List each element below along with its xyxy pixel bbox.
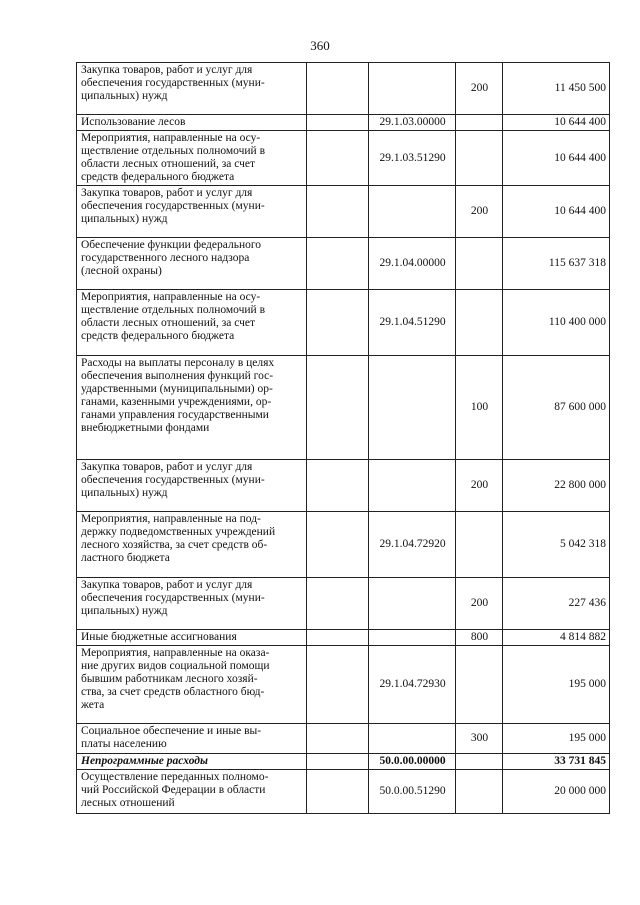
cell-section <box>307 186 369 238</box>
expense-name-line: области лесных отношений, за счет <box>81 317 256 329</box>
cell-expense-name <box>77 646 307 724</box>
cell-expense-name <box>77 724 307 754</box>
cell-expense-type: 300 <box>456 724 503 754</box>
cell-section <box>307 131 369 186</box>
cell-expense-type: 800 <box>456 630 503 646</box>
cell-expense-type: 100 <box>456 356 503 460</box>
cell-expense-name <box>77 630 307 646</box>
cell-target-code <box>369 356 456 460</box>
page-number: 360 <box>310 38 330 53</box>
expense-name-line: бывшим работникам лесного хозяй- <box>81 673 258 685</box>
expense-name-line: обеспечения выполнения функций гос- <box>81 370 274 382</box>
cell-amount: 20 000 000 <box>503 770 610 814</box>
expense-name-line: ципальных) нужд <box>81 487 168 499</box>
cell-amount: 4 814 882 <box>503 630 610 646</box>
table-row <box>77 115 610 131</box>
cell-expense-type <box>456 131 503 186</box>
expense-name-line: лесного хозяйства, за счет средств об- <box>81 539 268 551</box>
cell-expense-name <box>77 356 307 460</box>
cell-section <box>307 512 369 578</box>
cell-amount: 10 644 400 <box>503 186 610 238</box>
cell-target-code: 50.0.00.51290 <box>369 770 456 814</box>
expense-name-line: ципальных) нужд <box>81 90 168 102</box>
cell-expense-type <box>456 512 503 578</box>
cell-expense-type <box>456 646 503 724</box>
table-row <box>77 131 610 186</box>
expense-name-line: ганами управления государственными <box>81 409 269 421</box>
expense-name-line: ства, за счет средств областного бюд- <box>81 686 265 698</box>
expense-name-line: Расходы на выплаты персоналу в целях <box>81 357 275 369</box>
cell-expense-type: 200 <box>456 578 503 630</box>
cell-section <box>307 646 369 724</box>
cell-expense-type <box>456 115 503 131</box>
cell-expense-name <box>77 238 307 290</box>
expense-name-line: ударственными (муниципальными) ор- <box>81 383 273 395</box>
cell-target-code <box>369 578 456 630</box>
table-row <box>77 646 610 724</box>
table-row <box>77 578 610 630</box>
cell-amount: 195 000 <box>503 724 610 754</box>
budget-table <box>76 62 610 814</box>
cell-target-code: 29.1.03.51290 <box>369 131 456 186</box>
expense-name-line: Непрограммные расходы <box>81 755 208 767</box>
cell-target-code <box>369 630 456 646</box>
expense-name-line: обеспечения государственных (муни- <box>81 592 265 604</box>
table-row <box>77 63 610 115</box>
cell-target-code: 29.1.04.51290 <box>369 290 456 356</box>
expense-name-line: Мероприятия, направленные на оказа- <box>81 647 270 659</box>
cell-expense-name <box>77 290 307 356</box>
cell-target-code: 29.1.03.00000 <box>369 115 456 131</box>
expense-name-line: средств федерального бюджета <box>81 171 235 183</box>
cell-amount: 22 800 000 <box>503 460 610 512</box>
cell-amount: 33 731 845 <box>503 754 610 770</box>
cell-target-code <box>369 724 456 754</box>
table-row <box>77 186 610 238</box>
cell-target-code <box>369 186 456 238</box>
table-row <box>77 290 610 356</box>
expense-name-line: ганами, казенными учреждениями, ор- <box>81 396 272 408</box>
cell-expense-type: 200 <box>456 186 503 238</box>
cell-expense-name <box>77 578 307 630</box>
expense-name-line: Использование лесов <box>81 116 186 128</box>
cell-amount: 195 000 <box>503 646 610 724</box>
expense-name-line: Мероприятия, направленные на под- <box>81 513 261 525</box>
expense-name-line: Закупка товаров, работ и услуг для <box>81 461 253 473</box>
expense-name-line: Осуществление переданных полномо- <box>81 771 269 783</box>
cell-expense-type <box>456 238 503 290</box>
cell-amount: 110 400 000 <box>503 290 610 356</box>
cell-amount: 10 644 400 <box>503 131 610 186</box>
cell-section <box>307 115 369 131</box>
cell-section <box>307 63 369 115</box>
expense-name-line: Закупка товаров, работ и услуг для <box>81 64 253 76</box>
cell-expense-name <box>77 131 307 186</box>
table-row <box>77 630 610 646</box>
expense-name-line: Мероприятия, направленные на осу- <box>81 291 261 303</box>
expense-name-line: ние других видов социальной помощи <box>81 660 270 672</box>
expense-name-line: обеспечения государственных (муни- <box>81 474 265 486</box>
expense-name-line: ципальных) нужд <box>81 213 168 225</box>
cell-expense-type: 200 <box>456 460 503 512</box>
table-row <box>77 754 610 770</box>
budget-table-body <box>77 63 610 814</box>
expense-name-line: чий Российской Федерации в области <box>81 784 266 796</box>
cell-section <box>307 290 369 356</box>
expense-name-line: (лесной охраны) <box>81 265 162 277</box>
expense-name-line: жета <box>81 699 105 711</box>
cell-amount: 10 644 400 <box>503 115 610 131</box>
cell-section <box>307 578 369 630</box>
cell-amount: 227 436 <box>503 578 610 630</box>
table-row <box>77 724 610 754</box>
expense-name-line: ществление отдельных полномочий в <box>81 145 266 157</box>
expense-name-line: держку подведомственных учреждений <box>81 526 276 538</box>
expense-name-line: Обеспечение функции федерального <box>81 239 262 251</box>
expense-name-line: Закупка товаров, работ и услуг для <box>81 579 253 591</box>
cell-section <box>307 754 369 770</box>
expense-name-line: Иные бюджетные ассигнования <box>81 631 237 643</box>
cell-target-code <box>369 460 456 512</box>
cell-amount: 5 042 318 <box>503 512 610 578</box>
cell-section <box>307 630 369 646</box>
expense-name-line: обеспечения государственных (муни- <box>81 77 265 89</box>
expense-name-line: Социальное обеспечение и иные вы- <box>81 725 262 737</box>
table-row <box>77 356 610 460</box>
cell-expense-name <box>77 512 307 578</box>
cell-expense-name <box>77 460 307 512</box>
cell-expense-type <box>456 770 503 814</box>
cell-target-code: 50.0.00.00000 <box>369 754 456 770</box>
cell-section <box>307 238 369 290</box>
expense-name-line: обеспечения государственных (муни- <box>81 200 265 212</box>
cell-target-code: 29.1.04.72920 <box>369 512 456 578</box>
expense-name-line: ципальных) нужд <box>81 605 168 617</box>
expense-name-line: ществление отдельных полномочий в <box>81 304 266 316</box>
table-row <box>77 770 610 814</box>
expense-name-line: Закупка товаров, работ и услуг для <box>81 187 253 199</box>
table-row <box>77 512 610 578</box>
cell-expense-name <box>77 754 307 770</box>
expense-name-line: ластного бюджета <box>81 552 170 564</box>
cell-expense-name <box>77 770 307 814</box>
expense-name-line: средств федерального бюджета <box>81 330 235 342</box>
table-row <box>77 460 610 512</box>
expense-name-line: Мероприятия, направленные на осу- <box>81 132 261 144</box>
cell-section <box>307 770 369 814</box>
table-row <box>77 238 610 290</box>
cell-target-code <box>369 63 456 115</box>
cell-expense-name <box>77 63 307 115</box>
expense-name-line: лесных отношений <box>81 797 175 809</box>
cell-expense-type <box>456 290 503 356</box>
cell-expense-name <box>77 115 307 131</box>
cell-target-code: 29.1.04.00000 <box>369 238 456 290</box>
expense-name-line: внебюджетными фондами <box>81 422 210 434</box>
cell-section <box>307 356 369 460</box>
cell-section <box>307 724 369 754</box>
cell-target-code: 29.1.04.72930 <box>369 646 456 724</box>
cell-section <box>307 460 369 512</box>
cell-amount: 115 637 318 <box>503 238 610 290</box>
cell-amount: 87 600 000 <box>503 356 610 460</box>
cell-expense-type: 200 <box>456 63 503 115</box>
expense-name-line: платы населению <box>81 738 167 750</box>
cell-expense-name <box>77 186 307 238</box>
expense-name-line: области лесных отношений, за счет <box>81 158 256 170</box>
expense-name-line: государственного лесного надзора <box>81 252 250 264</box>
cell-expense-type <box>456 754 503 770</box>
cell-amount: 11 450 500 <box>503 63 610 115</box>
